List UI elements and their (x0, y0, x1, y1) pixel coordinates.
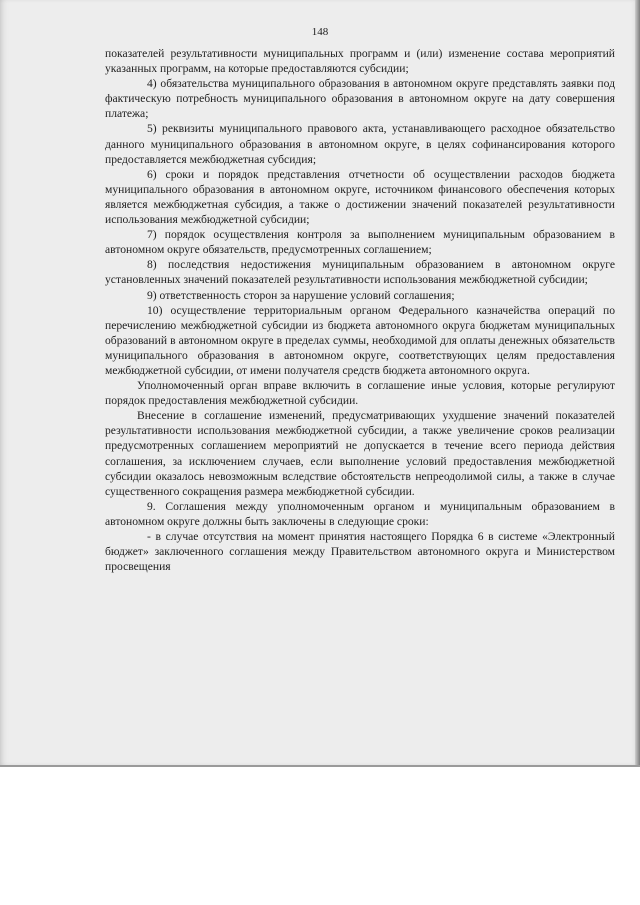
paragraph: 4) обязательства муниципального образования в автономном округе представлять заявки под фактическую потребность муниципального образования в автономном округе на дату совершения платежа; (105, 77, 615, 121)
scan-edge-shadow (635, 0, 640, 765)
paragraph: 8) последствия недостижения муниципальным образованием в автономном округе установленных значений показателей результативности использования межбюджетной субсидии; (105, 258, 615, 287)
paragraph: - в случае отсутствия на момент принятия настоящего Порядка 6 в системе «Электронный бюджет» заключенного соглашения между Правительством автономного округа и Министерством просвещения (105, 530, 615, 574)
paragraph: 7) порядок осуществления контроля за выполнением муниципальным образованием в автономном округе обязательств, предусмотренных соглашением; (105, 228, 615, 257)
page-number: 148 (311, 26, 329, 38)
paragraph: показателей результативности муниципальных программ и (или) изменение состава мероприятий указанных программ, на которые предоставляются субсидии; (105, 47, 615, 76)
paragraph: 9) ответственность сторон за нарушение условий соглашения; (147, 288, 455, 302)
document-body (105, 46, 615, 574)
paragraph: Внесение в соглашение изменений, предусматривающих ухудшение значений показателей результативности использования межбюджетной субсидии, а также увеличение сроков реализации предусмотренных соглашением мероприятий не допускается в течение всего периода действия соглашения, за исключением случаев, если выполнение условий предоставления межбюджетной субсидии оказалось невозможным вследствие обстоятельств непреодолимой силы, а также в случае существенного сокращения размера межбюджетной субсидии. (105, 409, 615, 498)
paragraph: 5) реквизиты муниципального правового акта, устанавливающего расходное обязательство данного муниципального образования в автономном округе, в целях софинансирования которого предоставляется межбюджетная субсидия; (105, 122, 615, 166)
paragraph: 6) сроки и порядок представления отчетности об осуществлении расходов бюджета муниципального образования в автономном округе, источником финансового обеспечения которых является межбюджетная субсидия, а также о достижении значений показателей результативности использования межбюджетной субсидии; (105, 167, 615, 227)
paragraph: 10) осуществление территориальным органом Федерального казначейства операций по перечислению межбюджетной субсидии из бюджета автономного округа бюджетам муниципальных образований в автономном округе в пределах суммы, необходимой для оплаты денежных обязательств муниципального образования в автономном округе, соответствующих целям предоставления межбюджетной субсидии, от имени получателя средств бюджета автономного округа. (105, 303, 615, 377)
paragraph: Уполномоченный орган вправе включить в соглашение иные условия, которые регулируют порядок предоставления межбюджетной субсидии. (105, 379, 615, 408)
paragraph: 9. Соглашения между уполномоченным органом и муниципальным образованием в автономном округе должны быть заключены в следующие сроки: (105, 499, 615, 528)
